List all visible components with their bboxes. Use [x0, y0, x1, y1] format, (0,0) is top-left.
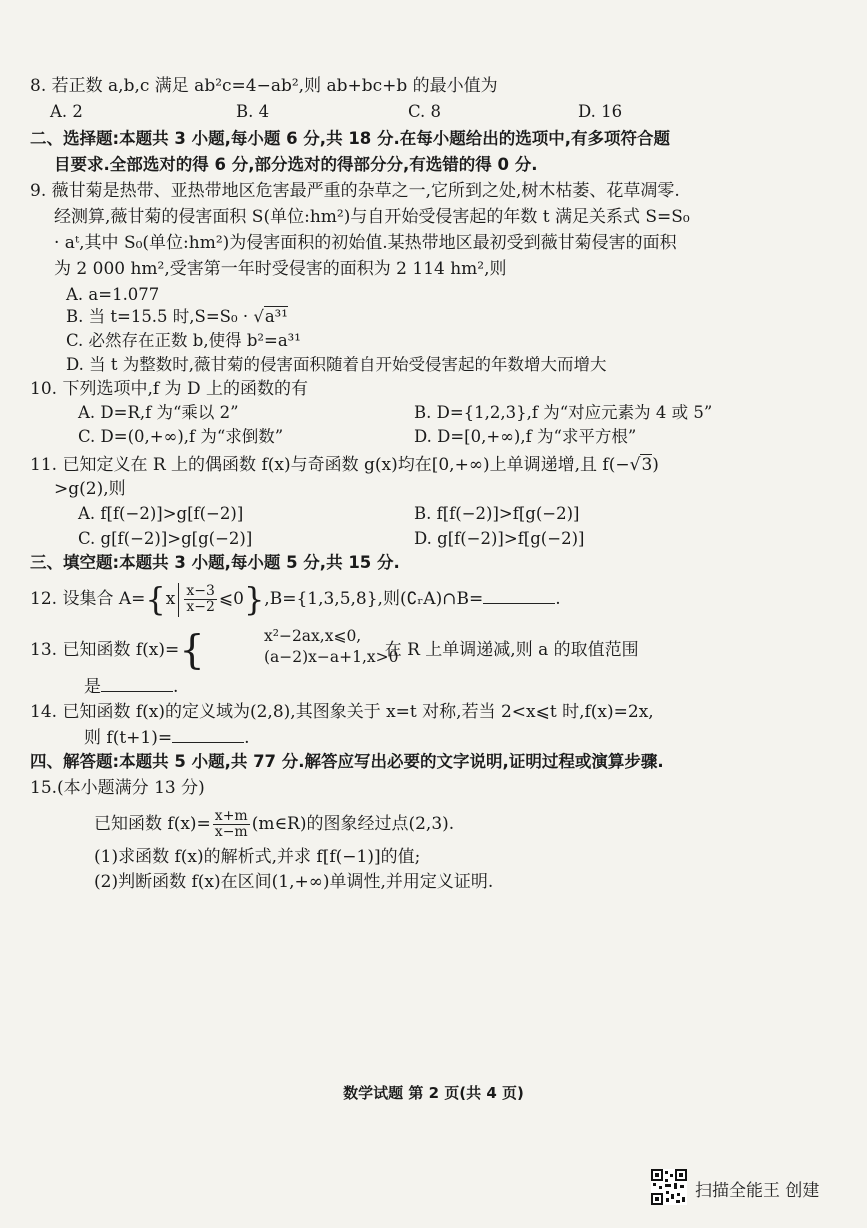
q14-line2: [84, 726, 250, 749]
q11-stem-line2: >g(2),则: [54, 479, 126, 499]
q9-option-d: D. 当 t 为整数时,薇甘菊的侵害面积随着自开始受侵害起的年数增大而增大: [66, 355, 607, 374]
q11-option-b: B. f[f(−2)]>f[g(−2)]: [414, 504, 580, 523]
q14-line2-prefix: 则 f(t+1)=: [84, 728, 173, 748]
q12-prefix: 12. 设集合 A=: [30, 589, 146, 609]
q9-option-c: C. 必然存在正数 b,使得 b²=a³¹: [66, 331, 301, 350]
q13-case2: (a−2)x−a+1,x>0: [264, 648, 399, 666]
q13-line2-prefix: 是: [84, 677, 101, 697]
q9-option-a: A. a=1.077: [66, 285, 160, 304]
q12-answer-blank[interactable]: [483, 587, 555, 604]
right-brace: }: [243, 580, 265, 619]
q15-heading: 15.(本小题满分 13 分): [30, 778, 205, 798]
q12-line: [30, 580, 561, 618]
q11-stem-line1: [30, 454, 659, 476]
q10-stem: 10. 下列选项中,f 为 D 上的函数的有: [30, 379, 308, 399]
q10-option-c: C. D=(0,+∞),f 为“求倒数”: [78, 427, 284, 446]
q15-numerator: x+m: [214, 808, 248, 824]
q13-answer-blank[interactable]: [101, 675, 173, 692]
q12-end: .: [555, 589, 561, 609]
section3-heading: 三、填空题:本题共 3 小题,每小题 5 分,共 15 分.: [30, 553, 400, 572]
q9-stem-line4: 为 2 000 hm²,受害第一年时受侵害的面积为 2 114 hm²,则: [54, 259, 507, 279]
set-bar: [178, 583, 179, 617]
sqrt-sign: √: [253, 307, 264, 326]
q12-postfix: ,B={1,3,5,8},则(∁ᵣA)∩B=: [264, 589, 484, 609]
q13-case1: x²−2ax,x⩽0,: [264, 627, 362, 645]
q13-line2: [84, 675, 178, 698]
q11-option-d: D. g[f(−2)]>f[g(−2)]: [414, 529, 585, 548]
section4-heading: 四、解答题:本题共 5 小题,共 77 分.解答应写出必要的文字说明,证明过程或演算步骤.: [30, 752, 664, 771]
q10-option-b: B. D={1,2,3},f 为“对应元素为 4 或 5”: [414, 403, 713, 422]
q15-part2: (2)判断函数 f(x)在区间(1,+∞)单调性,并用定义证明.: [94, 872, 494, 892]
q8-option-d: D. 16: [578, 102, 623, 121]
q15-fraction: [213, 809, 250, 840]
q13-cases: [264, 626, 399, 668]
left-brace: {: [179, 627, 205, 674]
q9-stem-line3: · aᵗ,其中 S₀(单位:hm²)为侵害面积的初始值.某热带地区最初受到薇甘菊侵害的面积: [54, 233, 677, 253]
q8-option-c: C. 8: [408, 102, 442, 121]
q11-option-a: A. f[f(−2)]>g[f(−2)]: [78, 504, 244, 523]
q12-numerator: x−3: [186, 583, 215, 599]
q11-option-c: C. g[f(−2)]>g[g(−2)]: [78, 529, 253, 548]
left-brace: {: [145, 580, 166, 619]
q9-option-b-radicand: a³¹: [264, 307, 288, 326]
sqrt-sign: √: [629, 455, 641, 475]
q14-end: .: [244, 728, 250, 748]
q13-prefix: 13. 已知函数 f(x)=: [30, 640, 180, 660]
q9-option-b-text: B. 当 t=15.5 时,S=S₀ ·: [66, 307, 254, 326]
q13-end: .: [173, 677, 179, 697]
q11-stem-text: 11. 已知定义在 R 上的偶函数 f(x)与奇函数 g(x)均在[0,+∞)上单调递增,且 f(−: [30, 455, 630, 475]
q15-postfix: (m∈R)的图象经过点(2,3).: [251, 814, 455, 834]
q13-postfix: 在 R 上单调递减,则 a 的取值范围: [384, 640, 639, 660]
qr-code-icon: [651, 1169, 687, 1205]
q15-part1: (1)求函数 f(x)的解析式,并求 f[f(−1)]的值;: [94, 847, 421, 867]
q8-option-b: B. 4: [236, 102, 270, 121]
q11-radicand: 3: [641, 455, 653, 475]
section2-heading-line1: 二、选择题:本题共 3 小题,每小题 6 分,共 18 分.在每小题给出的选项中,有多项符合题: [30, 129, 671, 148]
scanner-watermark: 扫描全能王 创建: [695, 1181, 820, 1201]
q8-stem: 8. 若正数 a,b,c 满足 ab²c=4−ab²,则 ab+bc+b 的最小值为: [30, 76, 498, 96]
page-footer: 数学试题 第 2 页(共 4 页): [343, 1084, 524, 1102]
q10-option-d: D. D=[0,+∞),f 为“求平方根”: [414, 427, 637, 446]
q9-option-b: [66, 306, 288, 328]
q14-answer-blank[interactable]: [172, 726, 244, 743]
q12-relation: ⩽0: [218, 589, 244, 609]
q12-fraction: [184, 584, 217, 615]
q14-line1: 14. 已知函数 f(x)的定义域为(2,8),其图象关于 x=t 对称,若当 2<x⩽t 时,f(x)=2x,: [30, 702, 654, 722]
q11-stem-close: ): [652, 455, 659, 475]
q10-option-a: A. D=R,f 为“乘以 2”: [78, 403, 239, 422]
q9-stem-line2: 经测算,薇甘菊的侵害面积 S(单位:hm²)与自开始受侵害起的年数 t 满足关系式 S=S₀: [54, 207, 690, 227]
q15-stem: [94, 806, 454, 842]
section2-heading-line2: 目要求.全部选对的得 6 分,部分选对的得部分分,有选错的得 0 分.: [54, 155, 538, 174]
q12-denominator: x−2: [186, 599, 215, 615]
q8-option-a: A. 2: [50, 102, 83, 121]
q15-prefix: 已知函数 f(x)=: [94, 814, 211, 834]
q9-stem-line1: 9. 薇甘菊是热带、亚热带地区危害最严重的杂草之一,它所到之处,树木枯萎、花草凋零.: [30, 181, 680, 201]
q15-denominator: x−m: [214, 824, 248, 840]
q12-var: x: [165, 589, 176, 609]
